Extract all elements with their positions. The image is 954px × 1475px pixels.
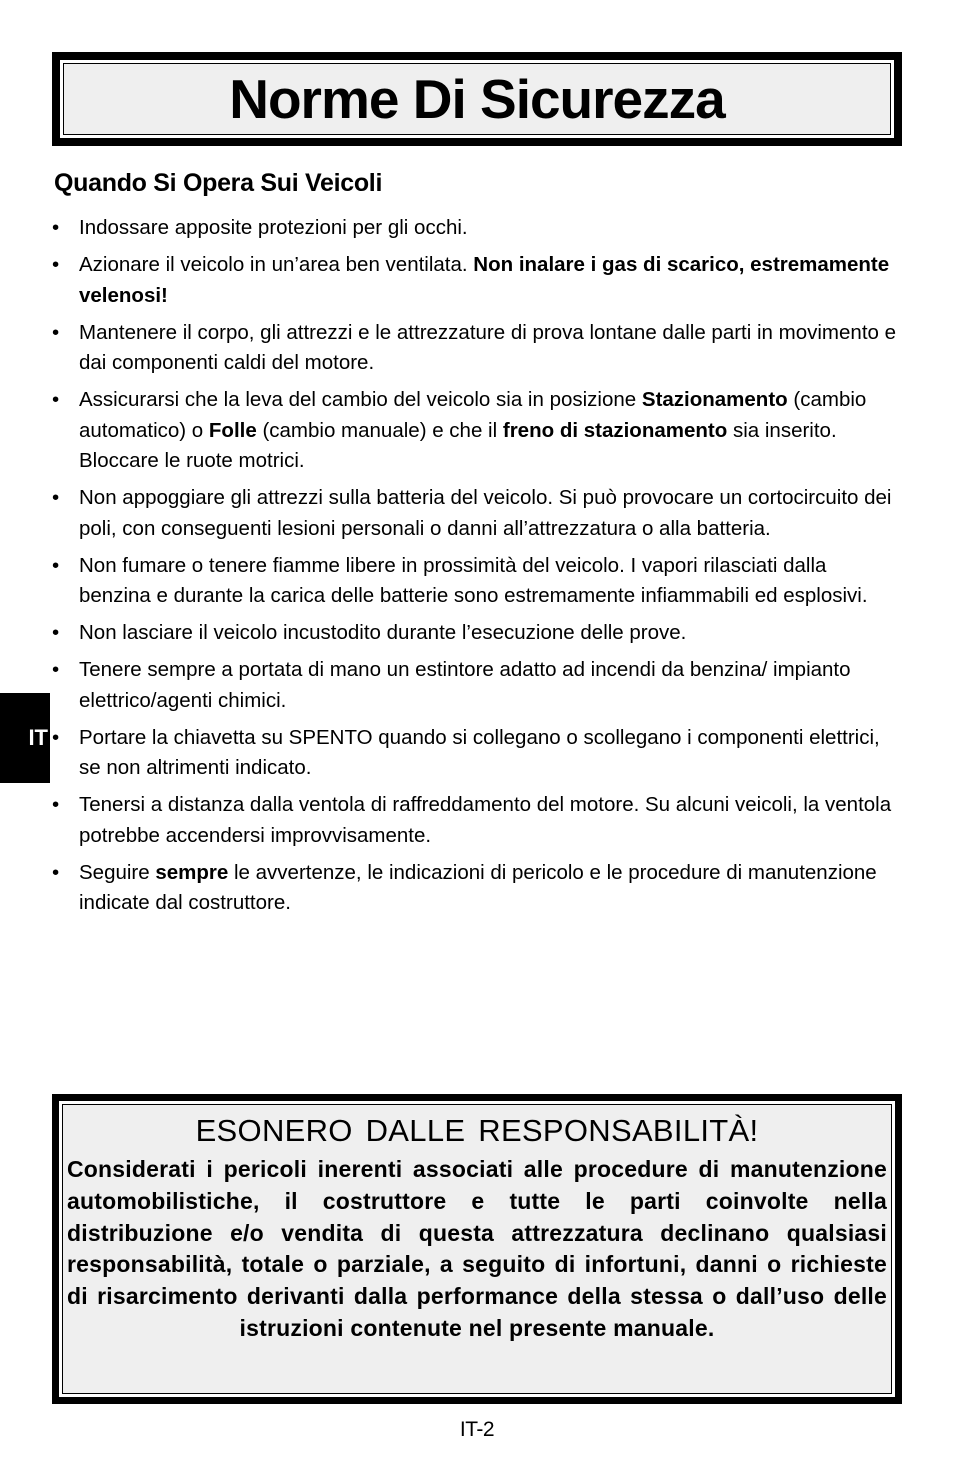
- safety-bullet-item: [52, 385, 902, 477]
- bullet-dot: •: [52, 388, 60, 411]
- safety-bullet-item: [52, 483, 902, 544]
- bullet-text: Non fumare o tenere fiamme libere in prossimità del veicolo. I vapori rilasciati dalla benzina e durante la carica delle batterie sono estremamente infiammabili ed esplosivi.: [79, 553, 868, 607]
- bullet-dot: •: [52, 486, 60, 509]
- bullet-text: (cambio automatico) o: [79, 388, 867, 442]
- disclaimer-title: ESONERO DALLE RESPONSABILITÀ!: [195, 1113, 759, 1148]
- bullet-dot: •: [52, 860, 60, 884]
- bullet-text: Portare la chiavetta su SPENTO quando si collegano o scollegano i componenti elettrici, se non altrimenti indicato.: [79, 725, 880, 779]
- bullet-emphasis-text: Non inalare i gas di scarico, estremamente velenosi!: [79, 253, 890, 307]
- bullet-text: Tenersi a distanza dalla ventola di raffreddamento del motore. Su alcuni veicoli, la ventola potrebbe accendersi improvvisamente.: [79, 793, 892, 847]
- bullet-text: sia inserito. Bloccare le ruote motrici.: [79, 418, 837, 472]
- safety-bullet-item: [52, 551, 902, 612]
- bullet-text: Tenere sempre a portata di mano un estintore adatto ad incendi da benzina/ impianto elettrico/agenti chimici.: [79, 658, 851, 712]
- title-panel: [63, 63, 891, 135]
- language-tab-label: IT: [28, 725, 48, 750]
- safety-bullet-item: [52, 618, 902, 649]
- safety-bullet-item: [52, 790, 902, 851]
- bullet-text: Non appoggiare gli attrezzi sulla batteria del veicolo. Si può provocare un cortocircuito dei poli, con conseguenti lesioni personali o danni all’attrezzatura o alla batteria.: [79, 486, 892, 540]
- disclaimer-body: Considerati i pericoli inerenti associati alle procedure di manutenzione automobilistiche, il costruttore e tutte le parti coinvolte nella distribuzione e/o vendita di questa attrezzatura declinano qualsiasi responsabilità, totale o parziale, a seguito di infortuni, danni o richieste di risarcimento derivanti dalla performance della stessa o dall’uso delle istruzioni contenute nel presente manuale.: [67, 1156, 887, 1341]
- safety-bullet-item: [52, 723, 902, 784]
- bullet-dot: •: [52, 658, 60, 681]
- disclaimer-box: [52, 1094, 902, 1404]
- bullet-dot: •: [52, 253, 60, 276]
- bullet-text: (cambio manuale) e che il: [256, 418, 503, 442]
- disclaimer-panel: [62, 1104, 892, 1394]
- bullet-dot: •: [52, 621, 60, 644]
- bullet-text: Seguire: [79, 860, 156, 884]
- disclaimer-frame: [59, 1101, 895, 1397]
- bullet-emphasis-text: Folle: [208, 418, 257, 442]
- bullet-text: Assicurarsi che la leva del cambio del veicolo sia in posizione: [79, 388, 642, 411]
- bullet-dot: •: [52, 793, 60, 816]
- safety-bullet-item: [52, 858, 902, 919]
- bullet-dot: •: [52, 320, 60, 344]
- page-title: Norme Di Sicurezza: [229, 67, 725, 130]
- bullet-text: Indossare apposite protezioni per gli occhi.: [79, 216, 468, 239]
- safety-bullet-item: [52, 655, 902, 716]
- bullet-text: Mantenere il corpo, gli attrezzi e le attrezzature di prova lontane dalle parti in movimento e dai componenti caldi del motore.: [79, 320, 897, 374]
- title-box: [52, 52, 902, 146]
- bullet-text: Azionare il veicolo in un’area ben ventilata.: [79, 253, 474, 276]
- safety-bullet-list: [52, 213, 902, 925]
- bullet-text: le avvertenze, le indicazioni di pericolo e le procedure di manutenzione indicate dal costruttore.: [79, 860, 877, 914]
- bullet-dot: •: [52, 725, 60, 749]
- language-tab: [0, 693, 50, 783]
- page-number: IT-2: [459, 1418, 495, 1441]
- bullet-emphasis-text: Stazionamento: [641, 388, 788, 411]
- section-heading: Quando Si Opera Sui Veicoli: [54, 169, 383, 197]
- safety-bullet-item: [52, 250, 902, 311]
- bullet-dot: •: [52, 553, 60, 577]
- bullet-emphasis-text: sempre: [155, 860, 229, 884]
- bullet-text: Non lasciare il veicolo incustodito durante l’esecuzione delle prove.: [79, 621, 687, 644]
- bullet-dot: •: [52, 216, 60, 239]
- safety-bullet-item: [52, 318, 902, 379]
- safety-bullet-item: [52, 213, 902, 244]
- title-frame: [60, 60, 894, 138]
- bullet-emphasis-text: freno di stazionamento: [502, 418, 728, 442]
